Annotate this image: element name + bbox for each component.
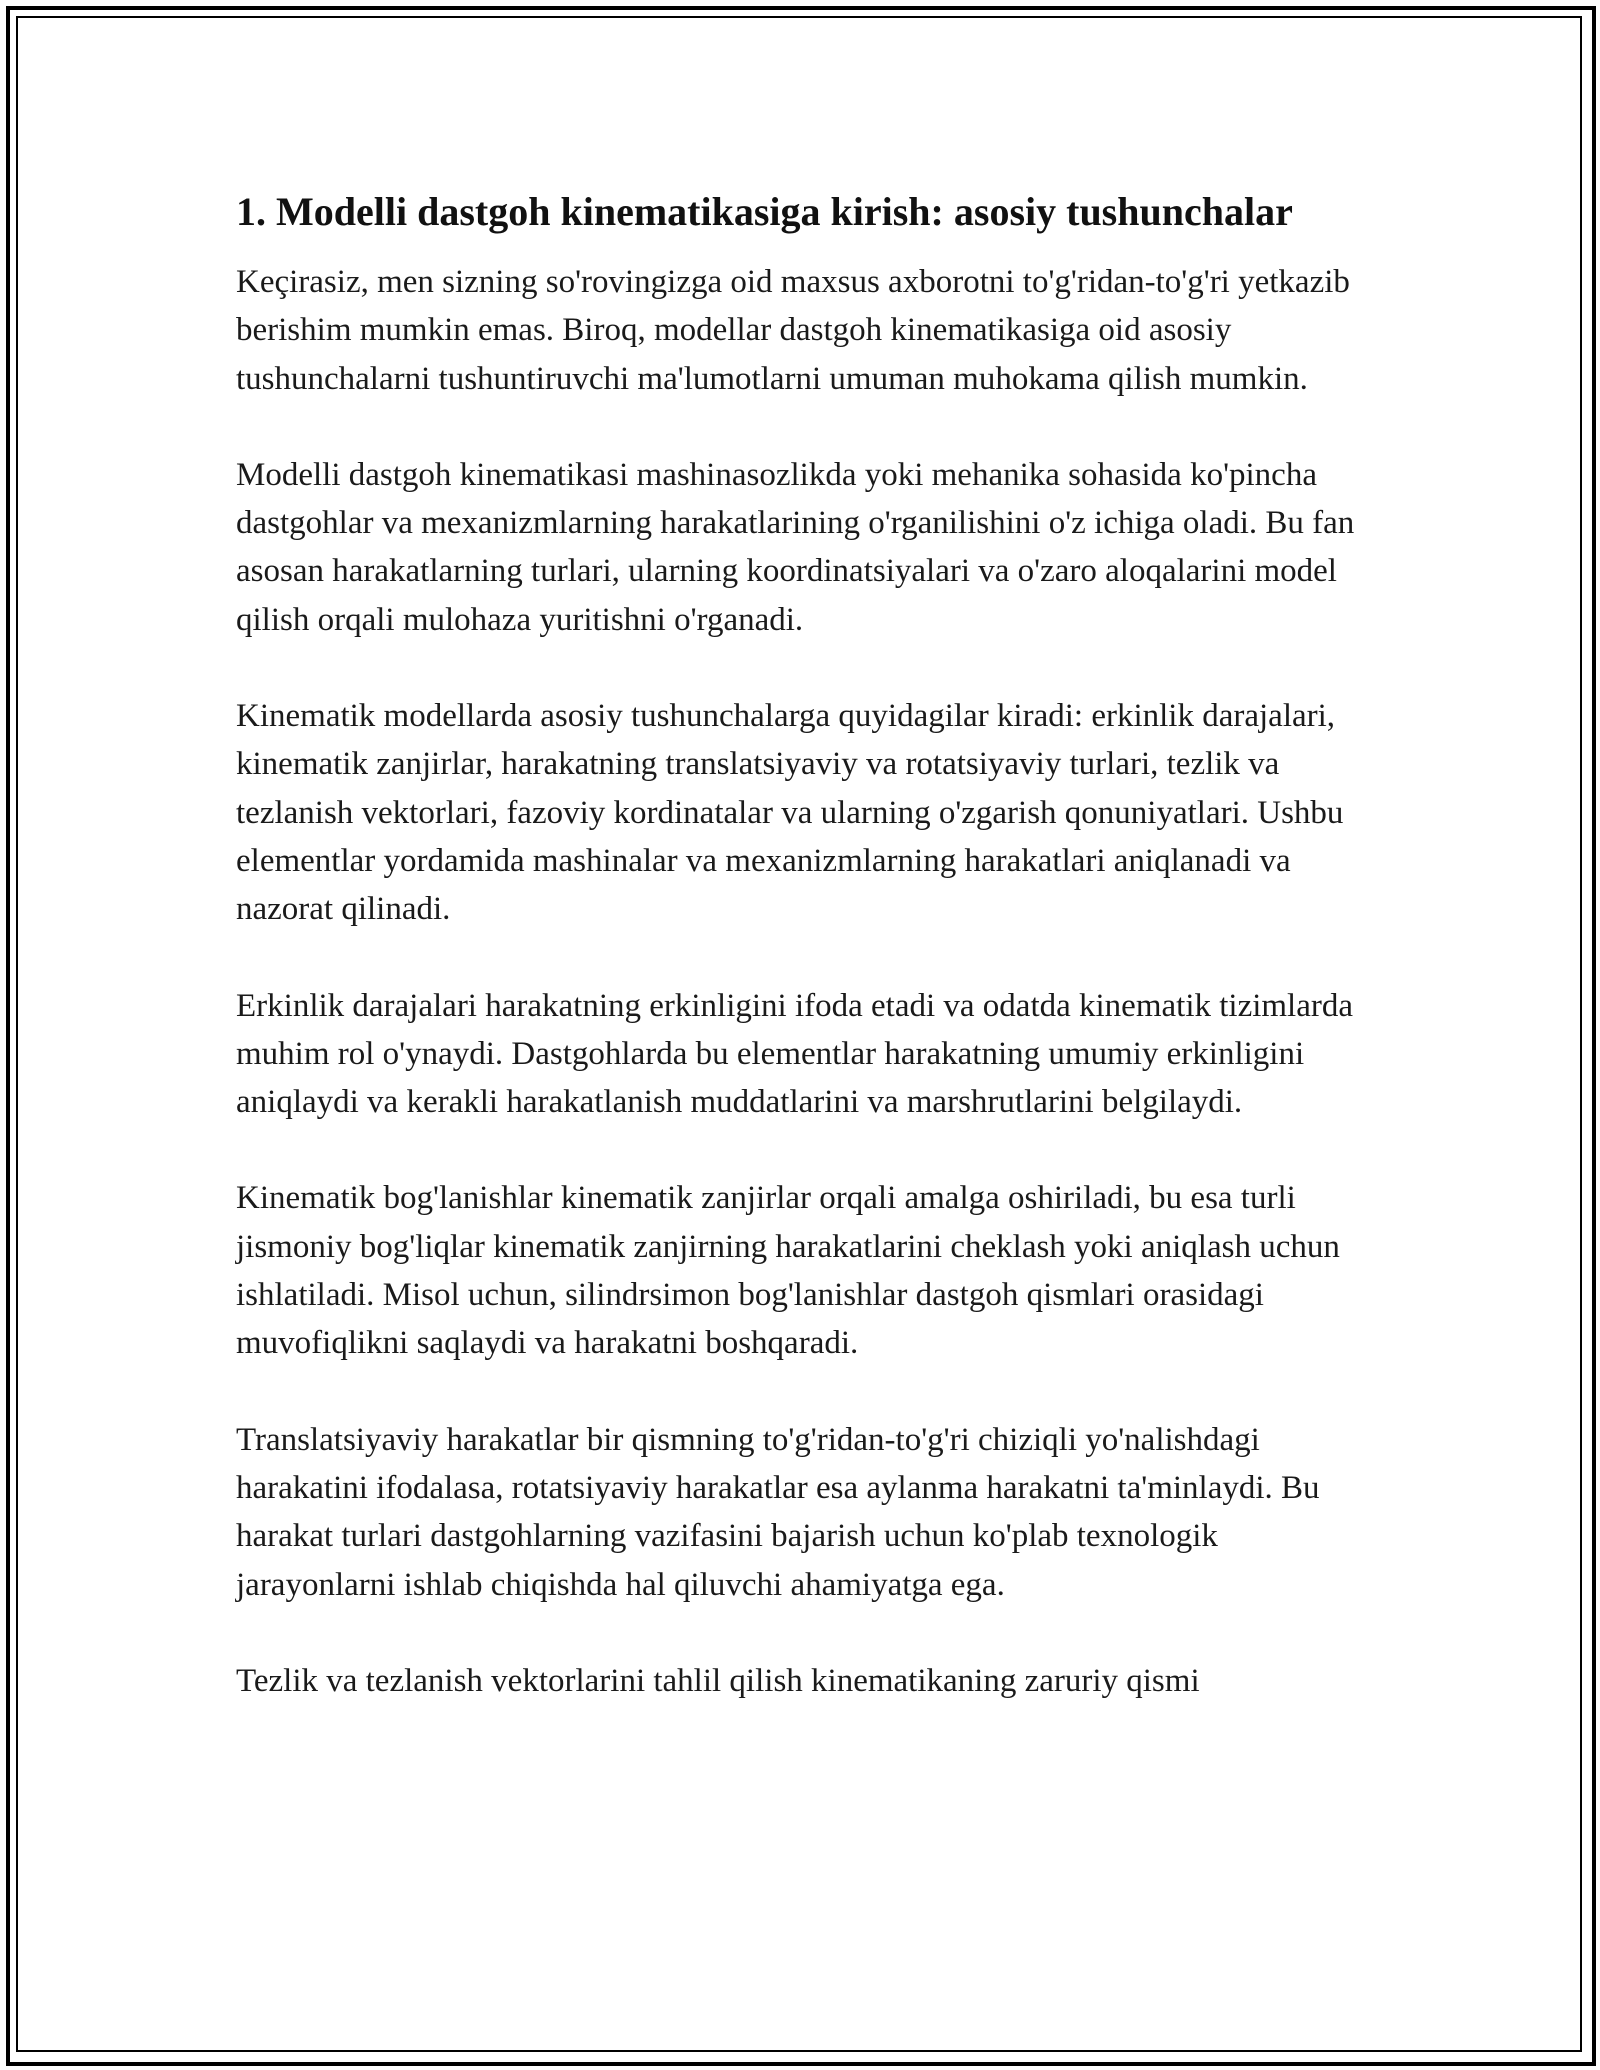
document-body — [236, 186, 1366, 1753]
paragraph-key-concepts: Kinematik modellarda asosiy tushunchalarga quyidagilar kiradi: erkinlik darajalari, kinematik zanjirlar, harakatning translatsiyaviy va rotatsiyaviy turlari, tezlik va tezlanish vektorlari, fazoviy kordinatalar va ularning o'zgarish qonuniyatlari. Ushbu elementlar yordamida mashinalar va mexanizmlarning harakatlari aniqlanadi va nazorat qilinadi. — [236, 698, 1344, 928]
paragraph-velocity: Tezlik va tezlanish vektorlarini tahlil qilish kinematikaning zaruriy qismi — [236, 1662, 1200, 1699]
paragraph-motion-types: Translatsiyaviy harakatlar bir qismning to'g'ridan-to'g'ri chiziqli yo'nalishdagi harakatini ifodalasa, rotatsiyaviy harakatlar esa aylanma harakatni ta'minlaydi. Bu harakat turlari dastgohlarning vazifasini bajarish uchun ko'plab texnologik jarayonlarni ishlab chiqishda hal qiluvchi ahamiyatga ega. — [236, 1421, 1320, 1603]
paragraph-kinematic-links: Kinematik bog'lanishlar kinematik zanjirlar orqali amalga oshiriladi, bu esa turli jismoniy bog'liqlar kinematik zanjirning harakatlarini cheklash yoki aniqlash uchun ishlatiladi. Misol uchun, silindrsimon bog'lanishlar dastgoh qismlari orasidagi muvofiqlikni saqlaydi va harakatni boshqaradi. — [236, 1180, 1340, 1362]
paragraph-intro: Keçirasiz, men sizning so'rovingizga oid maxsus axborotni to'g'ridan-to'g'ri yetkazib berishim mumkin emas. Biroq, modellar dastgoh kinematikasiga oid asosiy tushunchalarni tushuntiruvchi ma'lumotlarni umuman muhokama qilish mumkin. — [236, 264, 1350, 397]
paragraph-degrees-of-freedom: Erkinlik darajalari harakatning erkinligini ifoda etadi va odatda kinematik tizimlarda muhim rol o'ynaydi. Dastgohlarda bu elementlar harakatning umumiy erkinligini aniqlaydi va kerakli harakatlanish muddatlarini va marshrutlarini belgilaydi. — [236, 987, 1354, 1121]
paragraph-definition: Modelli dastgoh kinematikasi mashinasozlikda yoki mehanika sohasida ko'pincha dastgohlar va mexanizmlarning harakatlarining o'rganilishini o'z ichiga oladi. Bu fan asosan harakatlarning turlari, ularning koordinatsiyalari va o'zaro aloqalarini model qilish orqali mulohaza yuritishni o'rganadi. — [236, 456, 1355, 638]
section-heading: 1. Modelli dastgoh kinematikasiga kirish: asosiy tushunchalar — [236, 189, 1293, 234]
